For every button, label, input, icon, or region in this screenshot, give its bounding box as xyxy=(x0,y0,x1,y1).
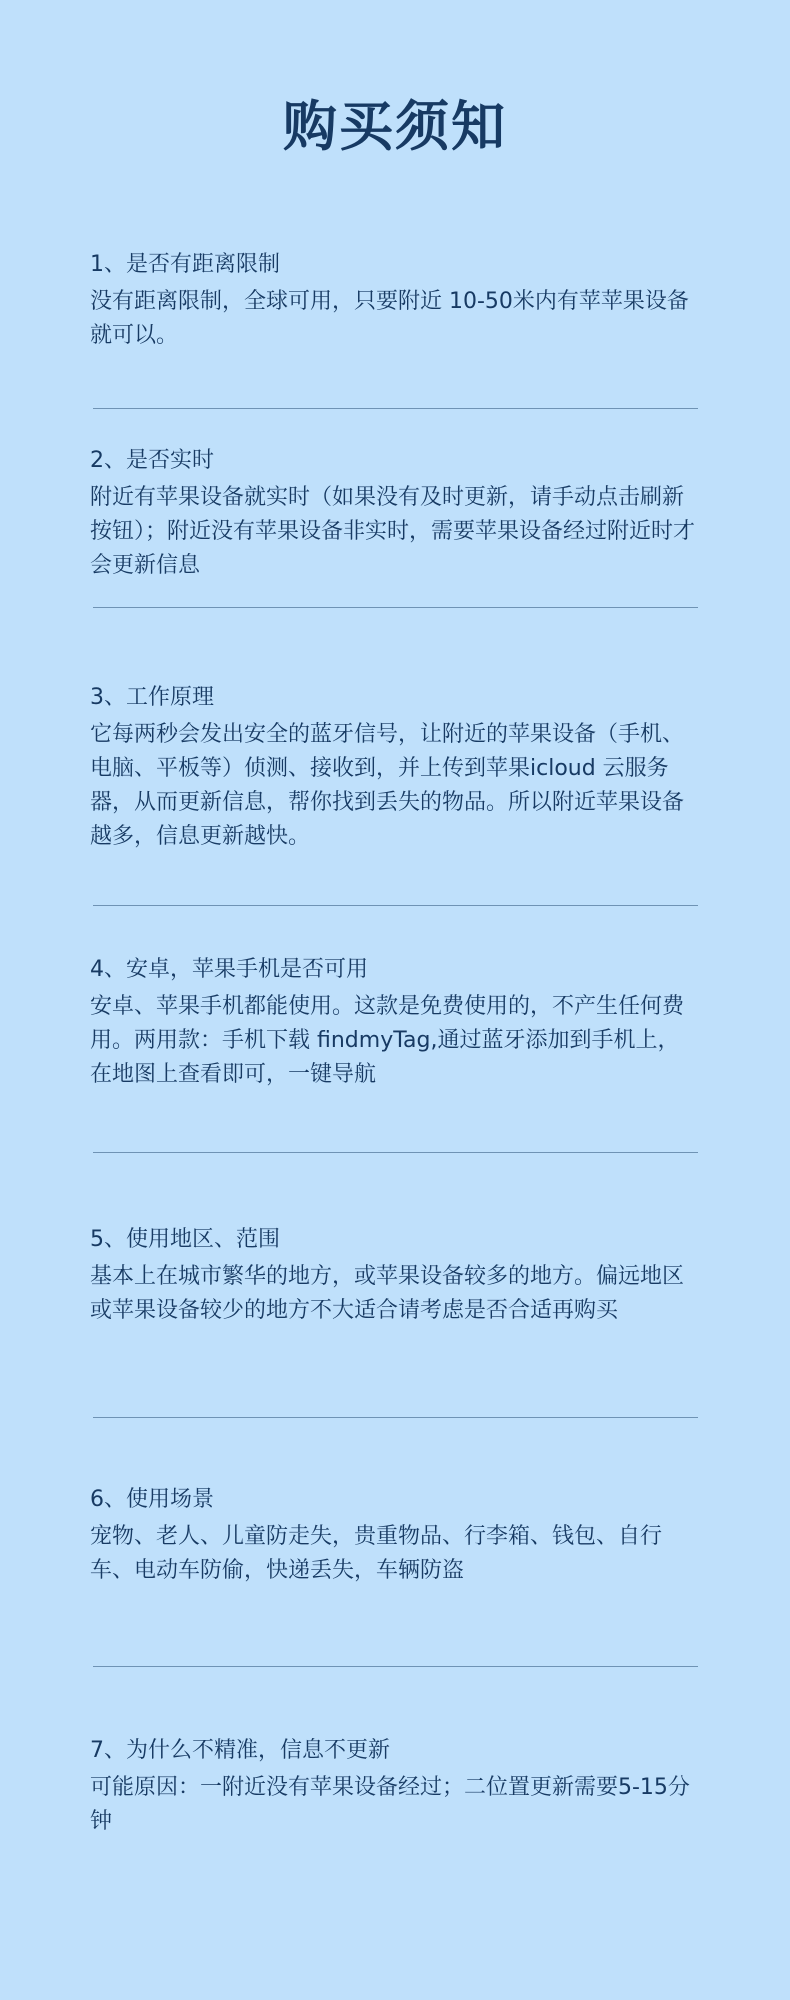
section-body: 宠物、老人、儿童防走失，贵重物品、行李箱、钱包、自行车、电动车防偷，快递丢失，车辆防盗 xyxy=(90,1524,663,1583)
section-inaccuracy-reasons xyxy=(90,1734,700,1839)
section-divider xyxy=(93,905,698,906)
section-title: 6、使用场景 xyxy=(90,1487,214,1512)
section-body: 基本上在城市繁华的地方，或苹果设备较多的地方。偏远地区或苹果设备较少的地方不大适合请考虑是否合适再购买 xyxy=(90,1264,685,1323)
section-body: 附近有苹果设备就实时（如果没有及时更新，请手动点击刷新按钮）；附近没有苹果设备非实时，需要苹果设备经过附近时才会更新信息 xyxy=(90,485,696,578)
section-working-principle xyxy=(90,681,700,854)
section-usage-area xyxy=(90,1223,700,1328)
section-real-time xyxy=(90,444,700,583)
section-divider xyxy=(93,1666,698,1667)
page-title: 购买须知 xyxy=(283,95,507,158)
section-body: 没有距离限制，全球可用，只要附近 10-50米内有苹苹果设备就可以。 xyxy=(90,289,689,348)
section-title: 5、使用地区、范围 xyxy=(90,1227,280,1252)
section-title: 3、工作原理 xyxy=(90,685,214,710)
section-divider xyxy=(93,607,698,608)
section-phone-compatibility xyxy=(90,953,700,1092)
section-divider xyxy=(93,1152,698,1153)
section-title: 7、为什么不精准，信息不更新 xyxy=(90,1738,390,1763)
section-body: 可能原因：一附近没有苹果设备经过；二位置更新需要5-15分钟 xyxy=(90,1775,690,1834)
section-divider xyxy=(93,408,698,409)
section-distance-limit xyxy=(90,248,700,353)
section-body: 安卓、苹果手机都能使用。这款是免费使用的，不产生任何费用。两用款：手机下载 findmyTag,通过蓝牙添加到手机上，在地图上查看即可，一键导航 xyxy=(90,994,685,1087)
section-use-scenarios xyxy=(90,1483,700,1588)
section-title: 1、是否有距离限制 xyxy=(90,252,280,277)
section-body: 它每两秒会发出安全的蓝牙信号，让附近的苹果设备（手机、电脑、平板等）侦测、接收到，并上传到苹果icloud 云服务器，从而更新信息，帮你找到丢失的物品。所以附近苹果设备越多，信息更新越快。 xyxy=(90,722,685,849)
section-divider xyxy=(93,1417,698,1418)
section-title: 4、安卓，苹果手机是否可用 xyxy=(90,957,368,982)
section-title: 2、是否实时 xyxy=(90,448,214,473)
